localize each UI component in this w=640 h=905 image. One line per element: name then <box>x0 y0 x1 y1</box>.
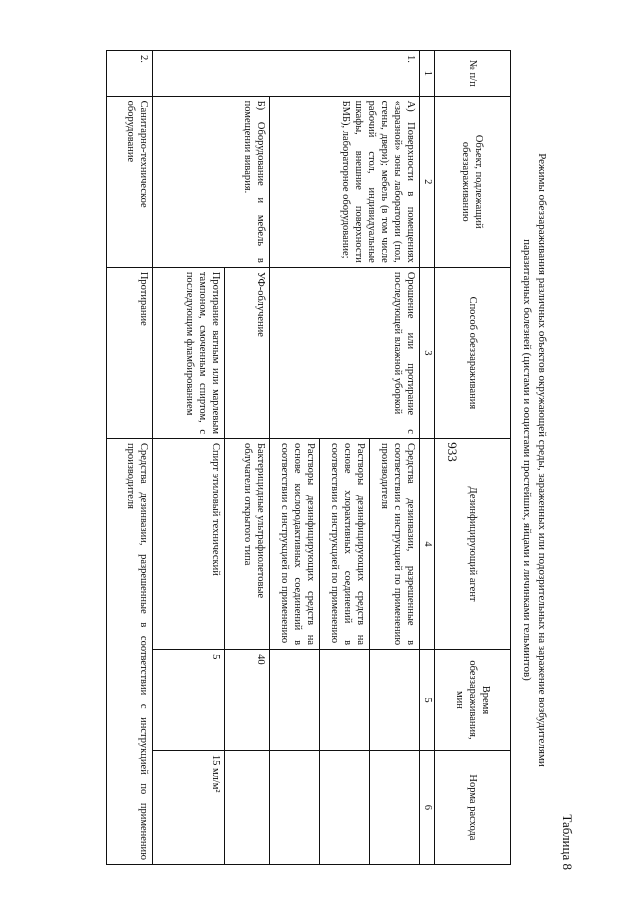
document-title <box>519 50 549 870</box>
row-number: 1. <box>153 51 420 97</box>
agent-cell: Средства дезинвазии, разрешенные в соответствии с инструкцией по применению производителя <box>107 438 153 864</box>
row-number: 2. <box>107 51 153 97</box>
header-num: № п/п <box>435 51 511 97</box>
agent-cell: Растворы дезинфицирующих средств на основе кислородактивных соединений в соответствии с инструкцией по применению <box>270 438 320 649</box>
header-time: Время обеззараживания, мин <box>435 650 511 751</box>
method-cell: Орошение или протирание с последующей влажной уборкой <box>270 267 420 438</box>
title-line-2: паразитарных болезней (цистами и ооцистами простейших, яйцами и личинками гельминтов) <box>521 239 533 681</box>
table-row <box>225 51 270 865</box>
method-cell: УФ-облучение <box>225 267 270 438</box>
header-method: Способ обеззараживания <box>435 267 511 438</box>
object-cell-b: Б) Оборудование и мебель в помещении вивария. <box>153 96 270 267</box>
agent-cell: Растворы дезинфицирующих средств на основе хлорактивных соединений в соответствии с инструкцией по применению <box>320 438 370 649</box>
method-cell: Протирание <box>107 267 153 438</box>
time-cell: 40 <box>225 650 270 751</box>
col-number: 2 <box>420 96 435 267</box>
col-number: 3 <box>420 267 435 438</box>
norm-cell <box>225 750 270 864</box>
norm-cell <box>320 750 370 864</box>
time-cell: 5 <box>153 650 225 751</box>
header-object: Объект, подлежащий обеззараживанию <box>435 96 511 267</box>
col-number: 6 <box>420 750 435 864</box>
table-row <box>107 51 153 865</box>
col-number: 1 <box>420 51 435 97</box>
header-row <box>435 51 511 865</box>
norm-cell <box>270 750 320 864</box>
method-cell: Протирание ватным или марлевым тампоном, смоченным спиртом, с последующим фламбированием <box>153 267 225 438</box>
norm-cell <box>370 750 420 864</box>
page-number: 933 <box>445 442 460 462</box>
time-cell <box>270 650 320 751</box>
rotated-document <box>115 50 575 870</box>
column-number-row <box>420 51 435 865</box>
norm-cell: 15 мл/м² <box>153 750 225 864</box>
header-norm: Норма расхода <box>435 750 511 864</box>
time-cell <box>320 650 370 751</box>
title-line-1: Режимы обеззараживания различных объектов окружающей среды, зараженных или подозрительных на заражение возбудителями <box>536 153 548 767</box>
table-row <box>370 51 420 865</box>
col-number: 4 <box>420 438 435 649</box>
time-cell <box>370 650 420 751</box>
agent-cell: Бактерицидные ультрафиолетовые облучатели открытого типа <box>225 438 270 649</box>
col-number: 5 <box>420 650 435 751</box>
agent-cell: Спирт этиловый технический <box>153 438 225 649</box>
header-agent: Дезинфицирующий агент <box>435 438 511 649</box>
object-cell-a: А) Поверхности в помещениях «заразной» зоны лаборатории (пол, стены, двери); мебель (в том числе рабочий стол, индивидуальные шкафы, внешние поверхности БМБ), лабораторное оборудование; <box>270 96 420 267</box>
object-cell: Санитарно-техническое оборудование <box>107 96 153 267</box>
table-label: Таблица 8 <box>560 814 575 870</box>
agent-cell: Средства дезинвазии, разрешенные в соответствии с инструкцией по применению производителя <box>370 438 420 649</box>
disinfection-table <box>106 50 511 865</box>
